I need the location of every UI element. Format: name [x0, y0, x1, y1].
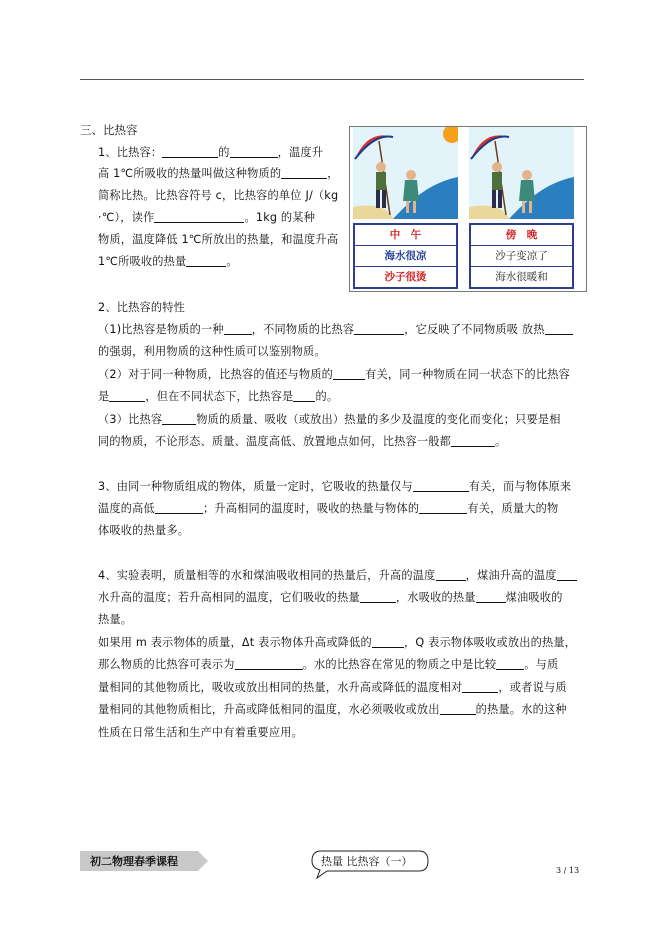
item4-line1: 4、实验表明，质量相等的水和煤油吸收相同的热量后，升高的温度 ，煤油升高的温度	[98, 565, 577, 586]
item1-line6: 1℃所吸收的热量 。	[98, 255, 238, 268]
header-rule	[80, 79, 584, 80]
item1-line3: 简称比热。比热容符号 c，比热容的单位 J/（kg	[98, 189, 339, 202]
item1-line1: 1、比热容： 的 ，温度升	[98, 146, 324, 159]
item4-line2: 水升高的温度；若升高相同的温度，它们吸收的热量 ，水吸收的热量 煤油吸收的	[98, 591, 563, 604]
item2-title: 2、比热容的特性	[98, 301, 186, 314]
evening-table	[469, 223, 574, 289]
item3-line1: 3、由同一种物质组成的物体，质量一定时，它吸收的热量仅与 有关，而与物体原来	[98, 480, 572, 493]
item3-line3: 体吸收的热量多。	[98, 524, 190, 537]
item2-p3-line2: 同的物质，不论形态、质量、温度高低、放置地点如何，比热容一般都 。	[98, 435, 507, 448]
item1-line4: ·℃），读作 。1kg 的某种	[98, 211, 316, 224]
section-title: 三、比热容	[80, 123, 138, 137]
evening-sand: 沙子变凉了	[471, 245, 572, 266]
item1-line5: 物质，温度降低 1℃所放出的热量，和温度升高	[98, 233, 339, 246]
item1-line2: 高 1℃所吸收的热量叫做这种物质的 ，	[98, 167, 339, 180]
item2-p2-line1: （2）对于同一种物质，比热容的值还与物质的 有关，同一种物质在同一状态下的比热容	[98, 368, 571, 381]
page-number: 3 / 13	[556, 866, 580, 875]
item2-p2-line2: 是 ，但在不同状态下，比热容是 的。	[98, 390, 339, 403]
evening-sea: 海水很暖和	[471, 266, 572, 287]
item4-line7: 量相同的其他物质相比，升高或降低相同的温度，水必须吸收或放出 的热量。水的这种	[98, 703, 567, 716]
item2-p3-line1: （3）比热容 物质的质量、吸收（或放出）热量的多少及温度的变化而变化；只要是相	[98, 413, 561, 426]
course-tab	[80, 851, 208, 871]
item2-p1-line1: （1)比热容是物质的一种 ，不同物质的比热容 ，它反映了不同物质吸 放热	[98, 319, 573, 340]
evening-illustration	[469, 127, 574, 219]
noon-sand: 沙子很烫	[355, 266, 456, 287]
item4-line5: 那么物质的比热容可表示为 。水的比热容在常见的物质之中是比较 。与质	[98, 658, 559, 671]
item4-line6: 量相同的其他物质比，吸收或放出相同的热量，水升高或降低的温度相对 ，或者说与质	[98, 681, 567, 694]
beach-figure	[349, 126, 587, 292]
item4-line8: 性质在日常生活和生产中有着重要应用。	[98, 726, 303, 739]
noon-table	[353, 223, 458, 289]
noon-header: 中 午	[389, 229, 422, 241]
evening-header: 傍 晚	[505, 229, 538, 241]
noon-illustration	[353, 127, 458, 219]
item2-p1-line2: 的强弱，利用物质的这种性质可以鉴别物质。	[98, 345, 326, 358]
item4-line3: 热量。	[98, 613, 133, 626]
course-label: 初二物理春季课程	[90, 855, 178, 868]
item4-line4: 如果用 m 表示物体的质量，Δt 表示物体升高或降低的 ，Q 表示物体吸收或放出的热量，	[98, 636, 577, 649]
topic-label: 热量 比热容（一）	[321, 855, 413, 868]
item3-line2: 温度的高低 ；升高相同的温度时，吸收的热量与物体的 有关，质量大的物	[98, 502, 559, 515]
topic-bubble	[311, 850, 429, 872]
noon-sea: 海水很凉	[355, 245, 456, 266]
